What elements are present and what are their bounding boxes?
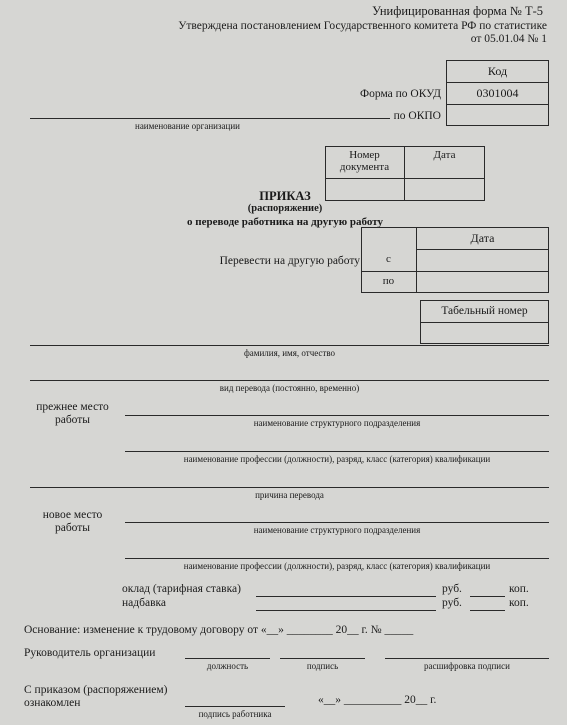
transfer-date-header: Дата — [470, 230, 495, 245]
oklad-kop-line[interactable] — [470, 596, 505, 597]
okpo-label: по ОКПО — [393, 110, 441, 122]
head-position-caption: должность — [206, 661, 249, 671]
fio-line[interactable] — [30, 345, 549, 346]
approved-line1: Утверждена постановлением Государственного комитета РФ по статистике — [178, 20, 547, 32]
new-profession-line[interactable] — [125, 558, 549, 559]
head-position-line[interactable] — [185, 658, 270, 659]
acquainted-label2: ознакомлен — [24, 697, 81, 709]
kod-header: Код — [487, 63, 508, 78]
transfer-type-line[interactable] — [30, 380, 549, 381]
okud-label: Форма по ОКУД — [360, 88, 441, 100]
nadbavka-kop-line[interactable] — [470, 610, 505, 611]
new-profession-caption: наименование профессии (должности), разряд, класс (категория) квалификации — [183, 561, 491, 571]
prev-struct-line[interactable] — [125, 415, 549, 416]
acquainted-date[interactable]: «__» __________ 20__ г. — [318, 694, 437, 706]
head-decoding-caption: расшифровка подписи — [424, 661, 510, 671]
nadbavka-label: надбавка — [122, 597, 167, 609]
head-label: Руководитель организации — [24, 647, 156, 659]
transfer-label: Перевести на другую работу — [219, 255, 360, 267]
prev-profession-caption: наименование профессии (должности), разряд, класс (категория) квалификации — [183, 454, 491, 464]
oklad-rub-line[interactable] — [256, 596, 436, 597]
transfer-from-label: с — [386, 253, 391, 266]
reason-caption: причина перевода — [255, 490, 324, 500]
new-struct-caption: наименование структурного подразделения — [253, 525, 421, 535]
transfer-to-label: по — [382, 275, 395, 288]
org-name-line[interactable] — [30, 118, 390, 119]
form-number: Унифицированная форма № Т-5 — [372, 4, 543, 18]
new-place-label: новое место — [42, 509, 103, 521]
reason-line[interactable] — [30, 487, 549, 488]
prev-place-label: прежнее место — [36, 401, 109, 413]
approved-line2: от 05.01.04 № 1 — [470, 33, 547, 45]
doc-date-header: Дата — [433, 149, 456, 162]
oklad-label: оклад (тарифная ставка) — [122, 583, 241, 595]
nadbavka-rub-line[interactable] — [256, 610, 436, 611]
oklad-rub: руб. — [442, 583, 462, 595]
nadbavka-rub: руб. — [442, 597, 462, 609]
order-about: о переводе работника на другую работу — [187, 216, 383, 228]
prev-place-label2: работы — [54, 414, 91, 426]
okpo-value[interactable] — [446, 104, 549, 126]
head-signature-line[interactable] — [280, 658, 365, 659]
transfer-from-date[interactable] — [416, 249, 549, 271]
transfer-type-caption: вид перевода (постоянно, временно) — [219, 383, 360, 393]
tab-number-value[interactable] — [420, 322, 549, 344]
prev-profession-line[interactable] — [125, 451, 549, 452]
prev-struct-caption: наименование структурного подразделения — [253, 418, 421, 428]
new-place-label2: работы — [54, 522, 91, 534]
doc-number-header: Номер документа — [339, 149, 390, 173]
order-title: ПРИКАЗ — [259, 189, 311, 203]
fio-caption: фамилия, имя, отчество — [243, 348, 336, 358]
transfer-to-date[interactable] — [416, 271, 549, 293]
employee-signature-caption: подпись работника — [198, 709, 272, 719]
new-struct-line[interactable] — [125, 522, 549, 523]
okud-value[interactable]: 0301004 — [476, 85, 519, 100]
basis-text: Основание: изменение к трудовому договору от «__» ________ 20__ г. № _____ — [24, 624, 414, 636]
org-name-caption: наименование организации — [135, 121, 240, 131]
order-subtitle: (распоряжение) — [247, 203, 323, 214]
head-decoding-line[interactable] — [385, 658, 549, 659]
tab-number-header: Табельный номер — [441, 304, 528, 317]
oklad-kop: коп. — [509, 583, 529, 595]
nadbavka-kop: коп. — [509, 597, 529, 609]
employee-signature-line[interactable] — [185, 706, 285, 707]
head-signature-caption: подпись — [306, 661, 339, 671]
acquainted-label: С приказом (распоряжением) — [24, 684, 168, 696]
doc-date-value[interactable] — [404, 178, 485, 201]
